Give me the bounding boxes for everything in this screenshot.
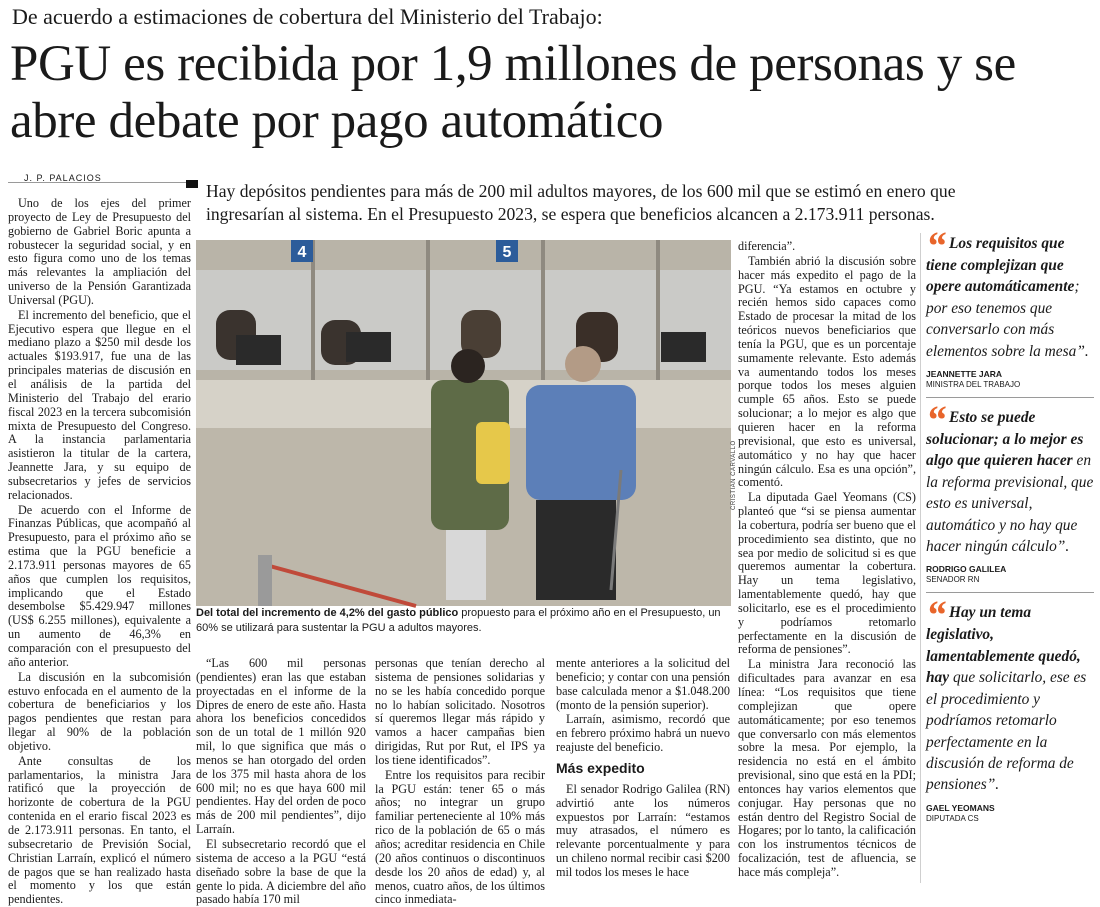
quote-text [926,223,1094,362]
caption-lead: Del total del incremento de 4,2% del gasto público [196,607,459,619]
quote-divider [926,397,1094,398]
quote-author-role: DIPUTADA CS [926,813,979,823]
paragraph: La diputada Gael Yeomans (CS) planteó que “si se piensa aumentar la cobertura, podría ser bueno que el procedimiento sea distinto, que no sea por medio de solicitud si es que queremos aumentar la cobertura. Hay un tema legislativo, lamentablemente quedó, hay que solicitarlo, ese es el procedimiento y podríamos retomarlo perfectamente en la discusión de reforma de pensiones”. [738,490,916,657]
quote-mark-icon: “ [926,592,946,638]
body-column-4 [556,657,730,893]
deck-line-2: ingresarían al sistema. En el Presupuesto 2023, se espera que beneficios alcancen a 2.173.911 personas. [206,204,935,224]
byline-divider [8,182,188,183]
photo-illustration [196,240,731,606]
paragraph: personas que tenían derecho al sistema de pensiones solidarias y no se les había concedido porque no lo habían solicitado. Nosotros sí queremos llegar más rápido y vamos a hacer campañas bien dirigidas, Rut por Rut, el IPS ya los tiene identificados”. [375,656,545,767]
pull-quote [926,397,1094,585]
quote-text [926,397,1094,557]
quote-rest: en la reforma previsional, que esto es universal, automático y no hay que hacer ningún cálculo”. [926,452,1094,556]
article-photo [196,240,731,606]
paragraph: La ministra Jara reconoció las dificultades para avanzar en esa línea: “Los requisitos que tiene complejizan que opere automáticamente; por eso tenemos que conversarlo con más elementos sobre la mesa. Por ejemplo, la residencia no está en el ámbito previsional, sino que está en la PDI; entonces hay varios elementos que conjugar. Hay personas que no están dentro del Registro Social de Hogares; por lo tanto, la calificación con los instrumentos técnicos de focalización, test de afluencia, se hace más compleja”. [738,657,917,879]
body-column-1 [8,196,191,907]
quote-author: JEANNETTE JARA [926,369,1003,380]
paragraph: El subsecretario recordó que el sistema de acceso a la PGU “está diseñado sobre la base de que la gente lo pida. A diciembre del año pasado había 170 mil [196,836,366,907]
quote-rest: ; por eso tenemos que conversarlo con más elementos sobre la mesa”. [926,278,1089,360]
body-column-5 [738,240,916,892]
section-subhead: Más expedito [556,759,645,776]
paragraph: diferencia”. [738,239,796,253]
caption-text: propuesto para el próximo año en el Presupuesto, un 60% se utilizará para sustentar la PGU a adultos mayores. [196,607,721,634]
quote-author-role: SENADOR RN [926,575,980,585]
quote-mark-icon: “ [926,397,946,443]
pull-quote [926,223,1094,390]
window-number-5: 5 [502,244,512,261]
pull-quote [926,592,1094,823]
body-column-2 [196,656,366,907]
paragraph: Uno de los ejes del primer proyecto de Ley de Presupuesto del gobierno de Gabriel Boric apunta a robustecer la seguridad social, y en esto figura como uno de los temas más relevantes la ampliación del universo de la Pensión Garantizada Universal (PGU). [8,196,191,307]
window-number-4: 4 [297,244,307,261]
photo-caption [196,606,731,636]
quote-rest: que solicitarlo, ese es el procedimiento y podríamos retomarlo perfectamente en la discusión de reforma de pensiones”. [926,669,1087,794]
quote-author: RODRIGO GALILEA [926,564,1007,575]
paragraph: mente anteriores a la solicitud del beneficio; y contar con una pensión base calculada menor a $1.048.200 (monto de la pensión superior). [556,656,730,712]
body-column-3 [375,656,545,907]
quote-divider [926,592,1094,593]
quote-highlight: Los requisitos que tiene complejizan que opere automáticamente [926,235,1075,296]
quote-author: GAEL YEOMANS [926,802,995,813]
photo-credit: CRISTIAN CARVALLO [731,440,737,510]
pull-quotes [926,223,1094,823]
column-rule [920,233,921,883]
quote-highlight: Hay un tema legislativo, lamentablemente quedó, hay [926,604,1081,687]
quote-mark-icon: “ [926,223,946,268]
paragraph: El incremento del beneficio, que el Ejecutivo espera que llegue en el mediano plazo a $250 mil desde los actuales $193.917, fue una de las principales materias de discusión en el análisis de la partida del Ministerio del Trabajo del erario fiscal 2023 en la tercera subcomisión mixta de Presupuesto del Congreso. A la instancia parlamentaria asistieron la titular de la cartera, Jeannette Jara, y su equipo de subsecretarios y jefes de servicios relacionados. [8,307,191,502]
paragraph: La discusión en la subcomisión estuvo enfocada en el aumento de la cobertura de beneficiarios y los pagos pendientes que restan para llegar al 90% de la población objetivo. [8,669,191,753]
deck-marker [186,180,198,188]
kicker: De acuerdo a estimaciones de cobertura del Ministerio del Trabajo: [12,4,603,29]
paragraph: “Las 600 mil personas (pendientes) eran las que estaban proyectadas en el informe de la Dipres de enero de este año. Hasta ahora los beneficios concedidos son de un total de 1 millón 920 mil, lo que significa que más o menos se han otorgado del orden de los 375 mil hasta ahora de los 600 mil; no es que haya 600 mil pendientes. Hay del orden de poco más de 200 mil pendientes”, dijo Larraín. [196,656,366,837]
quote-highlight: Esto se puede solucionar; a lo mejor es algo que quieren hacer [926,409,1084,470]
paragraph: Ante consultas de los parlamentarios, la ministra Jara ratificó que la proyección de horizonte de cobertura de la PGU contenida en el erario fiscal 2023 es de 2.173.911 personas. En tanto, el subsecretario de Previsión Social, Christian Larraín, explicó el número de pagos que se han realizado hasta el momento y los que están pendientes. [8,753,191,907]
quote-text [926,592,1094,795]
deck [206,180,1086,226]
paragraph: Entre los requisitos para recibir la PGU están: tener 65 o más años; no integrar un grupo familiar perteneciente al 10% más rico de la población de 65 o más años; acreditar residencia en Chile (20 años continuos o discontinuos desde los 20 años de edad) y, al menos, cuatro años, de los últimos cinco inmediata- [375,767,545,907]
paragraph: También abrió la discusión sobre hacer más expedito el pago de la PGU. “Ya estamos en octubre y recién hemos sido capaces como Estado de procesar la mitad de los teóricos nuevos beneficiarios que tenía la PGU, que es un porcentaje sumamente relevante. Esto además va aumentando todos los meses porque todos los meses alguien cumple 65 años. Esto se puede solucionar; a lo mejor es algo que quieren hacer en la reforma previsional, que esto es universal, automático y no hay que hacer ningún cálculo. Esa es una opción”, comentó. [738,253,916,490]
headline: PGU es recibida por 1,9 millones de personas y se abre debate por pago automático [10,36,1016,149]
quote-author-role: MINISTRA DEL TRABAJO [926,380,1021,390]
paragraph: De acuerdo con el Informe de Finanzas Públicas, que acompañó al Presupuesto, para el próximo año se estima que la PGU beneficie a 2.173.911 personas mayores de 65 años que cumplen los requisitos, implicando que el Estado desembolse $5.429.947 millones (US$ 6.255 millones), equivalente a un aumento de 46,3% en comparación con el presupuesto del año anterior. [8,502,191,669]
deck-line-1: Hay depósitos pendientes para más de 200 mil adultos mayores, de los 600 mil que se estimó en enero que [206,181,956,201]
byline: J. P. PALACIOS [24,173,102,183]
paragraph: El senador Rodrigo Galilea (RN) advirtió ante los números expuestos por Larraín: “estamos muy atrasados, el número es relevante porcentualmente y para un chileno normal recibir casi $200 mil todos los meses le hace [556,781,730,879]
paragraph: Larraín, asimismo, recordó que en febrero próximo habrá un nuevo reajuste del beneficio. [556,712,730,755]
